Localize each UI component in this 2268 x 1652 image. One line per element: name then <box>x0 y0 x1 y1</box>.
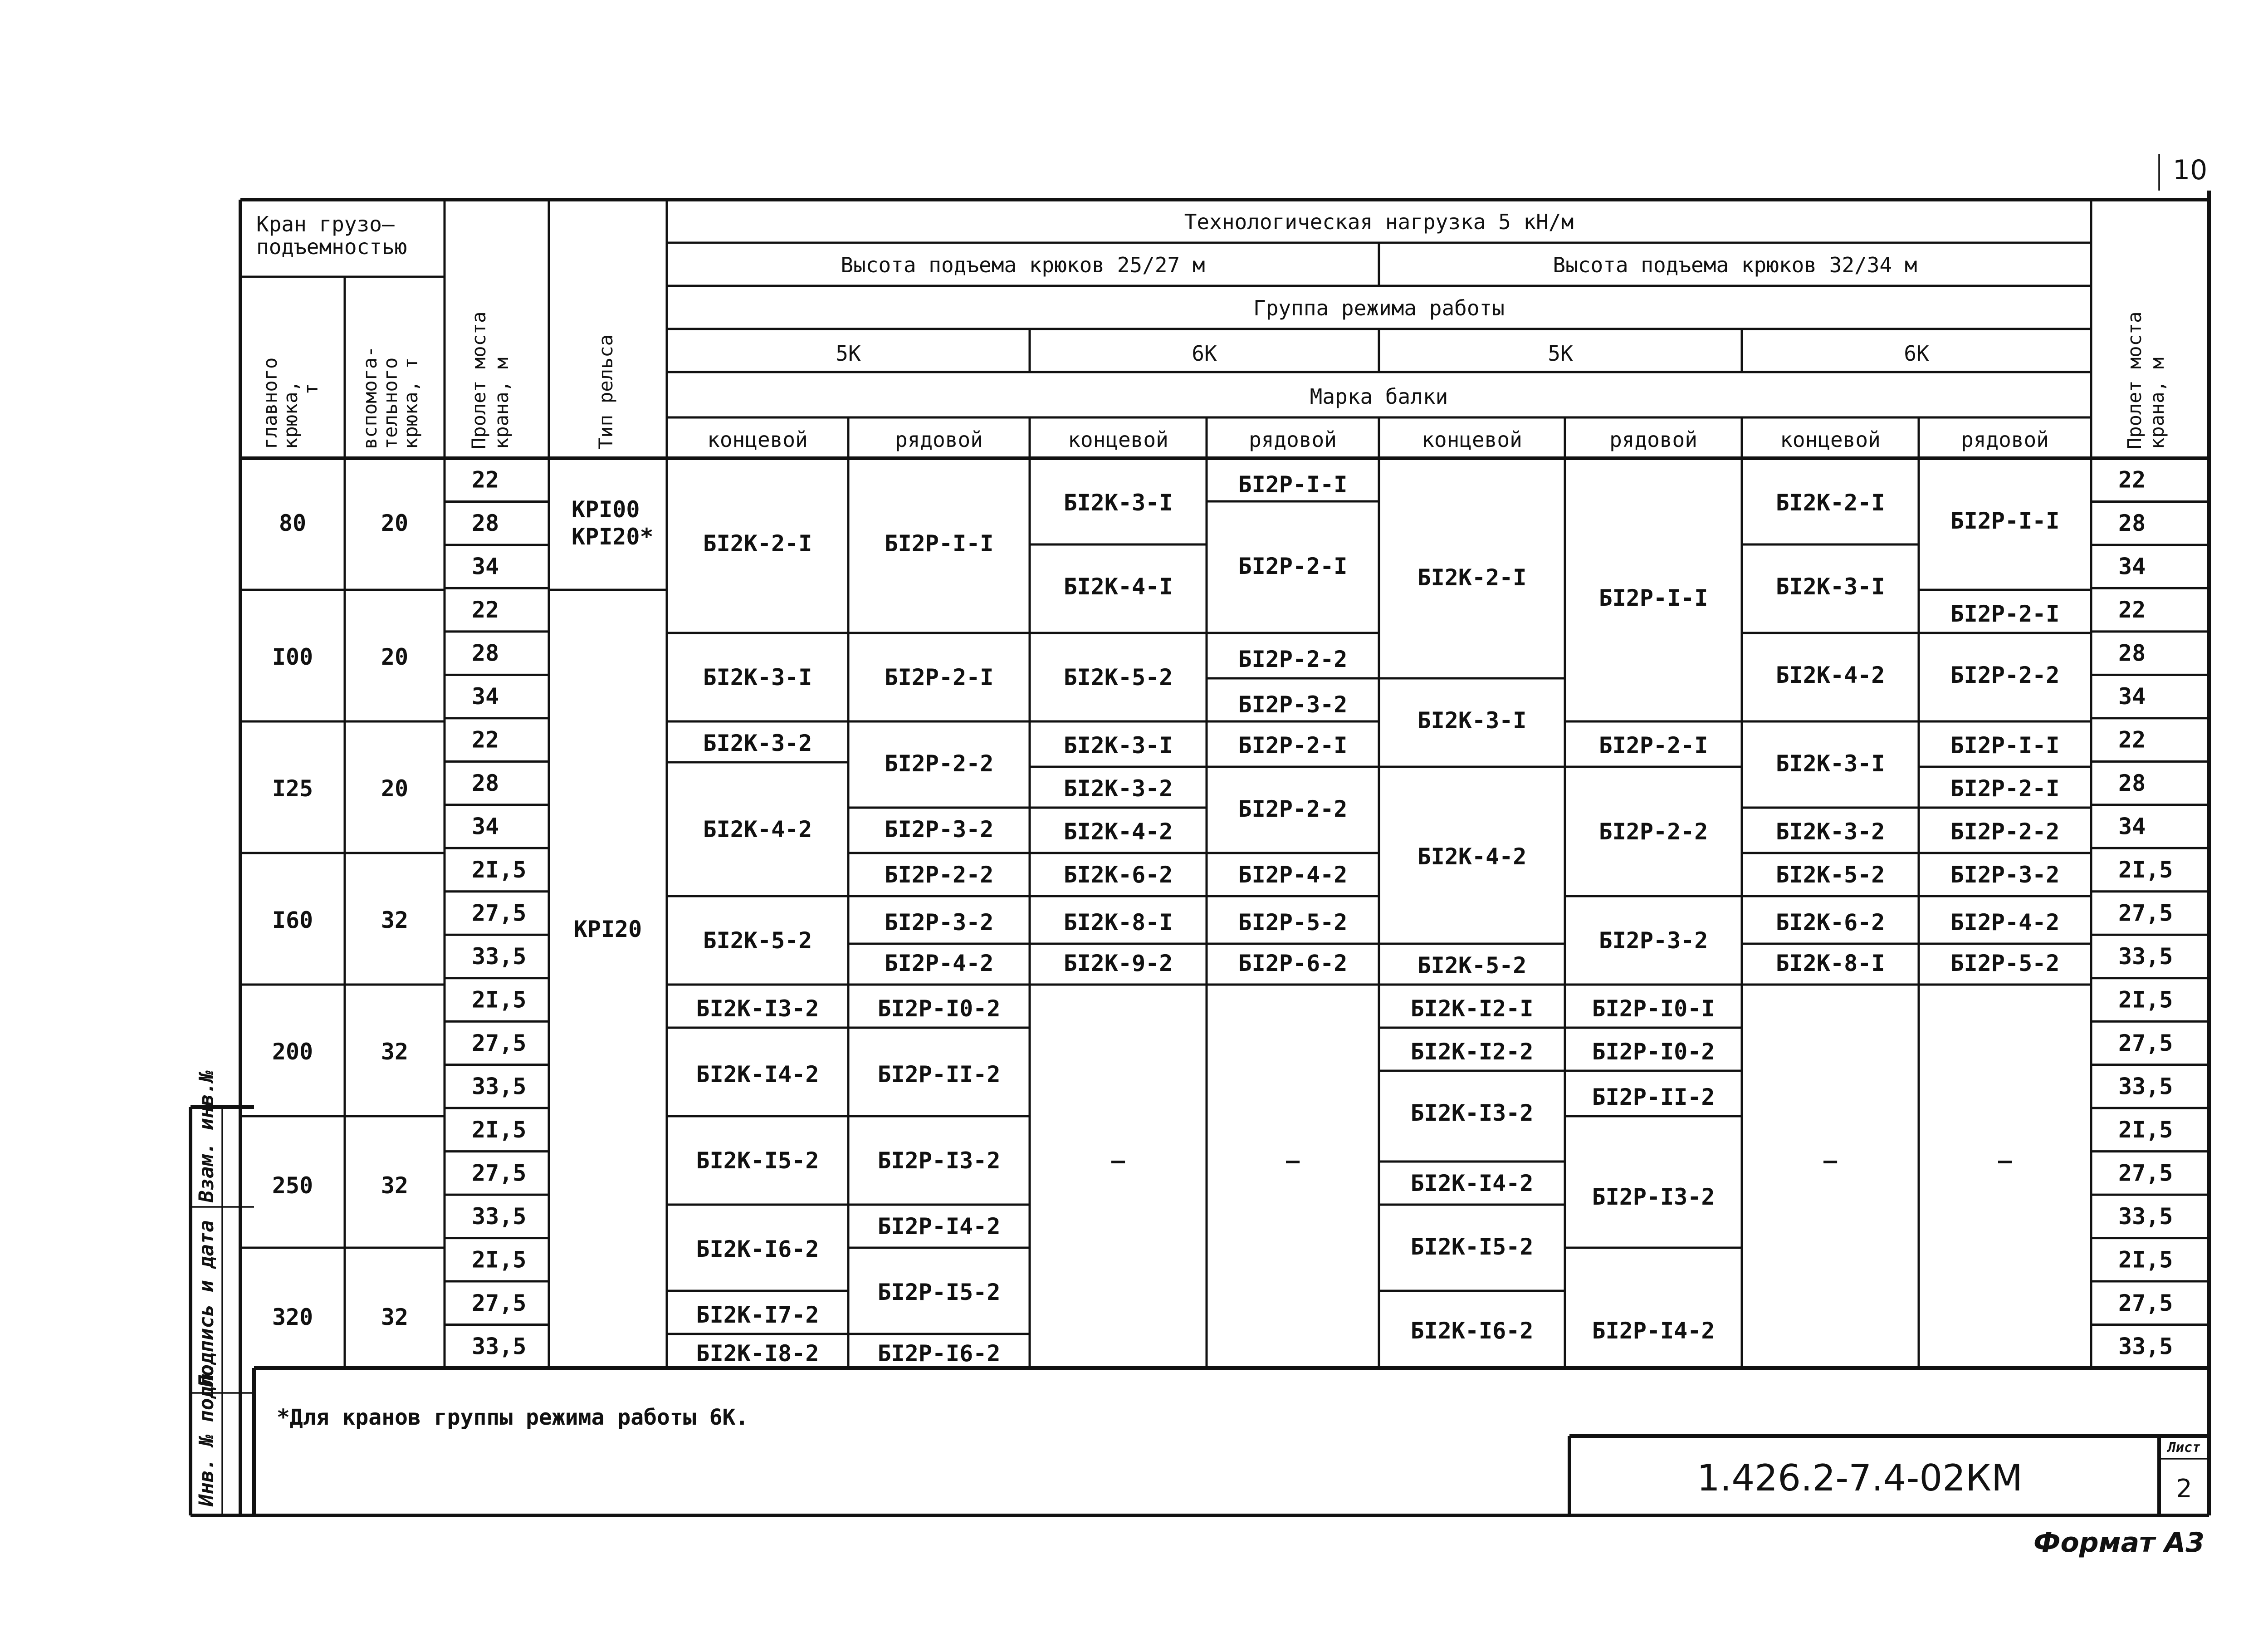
span-left-cell: 2I,5 <box>472 1116 527 1143</box>
mode-6k-a: 6К <box>1192 341 1217 366</box>
aux-hook-160: 32 <box>381 907 409 933</box>
aux-hook-80: 20 <box>381 510 409 536</box>
row-beam-d-cell: БI2Р-4-2 <box>1950 909 2060 936</box>
end-beam-c: концевой <box>1422 427 1522 452</box>
main-hook-160: I60 <box>272 907 313 933</box>
end-beam-d-cell: БI2К-2-I <box>1775 490 1885 516</box>
row-beam-c-cell: БI2Р-2-I <box>1598 732 1708 759</box>
end-beam-c-cell: БI2К-I5-2 <box>1410 1234 1534 1260</box>
end-beam-d-cell: БI2К-4-2 <box>1775 662 1885 688</box>
aux-hook-header-3: крюка, т <box>400 357 422 449</box>
row-beam-c-cell: БI2Р-3-2 <box>1598 927 1708 954</box>
row-beam-a-cell: БI2Р-I6-2 <box>877 1340 1001 1367</box>
rail-type-header: Тип рельса <box>595 334 617 449</box>
span-left-cell: 33,5 <box>472 1073 527 1100</box>
main-hook-header-2: крюка, <box>279 380 302 449</box>
span-left-cell: 2I,5 <box>472 1246 527 1273</box>
span-left-cell: 27,5 <box>472 1160 527 1186</box>
sheet-label: Лист <box>2167 1440 2201 1456</box>
end-beam-d-cell: БI2К-3-I <box>1775 750 1885 777</box>
span-right-cell: 22 <box>2118 466 2146 493</box>
end-beam-d-cell: БI2К-8-I <box>1775 950 1885 976</box>
mode-5k-a: 5К <box>836 341 861 366</box>
row-beam-a-cell: БI2Р-II-2 <box>877 1061 1001 1088</box>
main-hook-80: 80 <box>279 510 307 536</box>
main-hook-200: 200 <box>272 1039 313 1065</box>
row-beam-d-cell: БI2Р-2-2 <box>1950 662 2060 688</box>
end-beam-a-cell: БI2К-I8-2 <box>696 1340 819 1367</box>
row-beam-b-cell: БI2Р-3-2 <box>1238 691 1348 718</box>
end-beam-b-cell: БI2К-5-2 <box>1063 664 1173 691</box>
span-right-cell: 28 <box>2118 770 2146 797</box>
beam-mark-header: Марка балки <box>1310 384 1448 409</box>
sign-date-label: Подпись и дата <box>195 1220 218 1388</box>
row-beam-c-cell: БI2Р-I0-2 <box>1592 1039 1715 1065</box>
aux-hook-250: 32 <box>381 1172 409 1199</box>
mode-5k-b: 5К <box>1548 341 1573 366</box>
span-right-header: Пролет моста <box>2123 311 2146 449</box>
span-right-cell: 28 <box>2118 640 2146 667</box>
end-beam-b-cell: БI2К-3-2 <box>1063 775 1173 802</box>
empty-dash: — <box>1823 1147 1838 1174</box>
span-left-cell: 34 <box>472 813 499 840</box>
main-hook-header: главного <box>259 357 281 449</box>
end-beam-c-cell: БI2К-5-2 <box>1417 952 1527 979</box>
document-code: 1.426.2-7.4-02КМ <box>1697 1457 2023 1499</box>
end-beam-b-cell: БI2К-9-2 <box>1063 950 1173 976</box>
row-beam-a-cell: БI2Р-I4-2 <box>877 1213 1001 1240</box>
span-right-cell: 27,5 <box>2118 1160 2173 1186</box>
inv-replace-label: Взам. инв.№ <box>195 1070 218 1202</box>
span-right-cell: 33,5 <box>2118 1333 2173 1360</box>
span-right-cell: 27,5 <box>2118 1289 2173 1316</box>
end-beam-b-cell: БI2К-3-I <box>1063 490 1173 516</box>
row-beam-c-cell: БI2Р-I4-2 <box>1592 1318 1715 1344</box>
span-right-cell: 22 <box>2118 726 2146 753</box>
rail-kr120: КРI20 <box>573 916 642 942</box>
end-beam-a-cell: БI2К-2-I <box>703 530 812 557</box>
span-left-cell: 2I,5 <box>472 986 527 1013</box>
row-beam-b-cell: БI2Р-6-2 <box>1238 950 1348 976</box>
end-beam-d-cell: БI2К-3-2 <box>1775 819 1885 845</box>
end-beam-b-cell: БI2К-4-I <box>1063 574 1173 600</box>
span-right-cell: 2I,5 <box>2118 857 2173 883</box>
span-right-cell: 2I,5 <box>2118 986 2173 1013</box>
main-hook-250: 250 <box>272 1172 313 1199</box>
end-beam-c-cell: БI2К-4-2 <box>1417 843 1527 870</box>
span-right-cell: 34 <box>2118 553 2146 580</box>
end-beam-d: концевой <box>1780 427 1881 452</box>
end-beam-b-cell: БI2К-3-I <box>1063 732 1173 759</box>
end-beam-d-cell: БI2К-6-2 <box>1775 909 1885 936</box>
paper-format: Формат А3 <box>2033 1527 2204 1559</box>
row-beam-c-cell: БI2Р-II-2 <box>1592 1084 1715 1110</box>
row-beam-a-cell: БI2Р-4-2 <box>884 950 994 976</box>
aux-hook-100: 20 <box>381 644 409 670</box>
span-left-cell: 27,5 <box>472 900 527 926</box>
span-left-cell: 22 <box>472 597 499 623</box>
span-left-cell: 28 <box>472 770 499 797</box>
end-beam-b-cell: БI2К-6-2 <box>1063 862 1173 888</box>
row-beam-a-cell: БI2Р-3-2 <box>884 816 994 843</box>
empty-dash: — <box>1111 1147 1125 1174</box>
mode-group-header: Группа режима работы <box>1253 296 1505 320</box>
row-beam-b-cell: БI2Р-2-I <box>1238 553 1348 579</box>
row-beam-d-cell: БI2Р-I-I <box>1950 508 2060 534</box>
span-left-cell: 33,5 <box>472 1203 527 1230</box>
footnote: *Для кранов группы режима работы 6К. <box>277 1405 749 1430</box>
row-beam-a-cell: БI2Р-I0-2 <box>877 995 1001 1022</box>
row-beam-b-cell: БI2Р-2-2 <box>1238 796 1348 822</box>
end-beam-c-cell: БI2К-I2-2 <box>1410 1039 1534 1065</box>
span-right-header-2: крана, м <box>2146 357 2168 449</box>
span-left-cell: 28 <box>472 510 499 537</box>
row-beam-b-cell: БI2Р-I-I <box>1238 471 1348 498</box>
end-beam-d-cell: БI2К-5-2 <box>1775 862 1885 888</box>
row-beam-b-cell: БI2Р-2-2 <box>1238 646 1348 672</box>
row-beam-c-cell: БI2Р-I3-2 <box>1592 1184 1715 1210</box>
span-right-cell: 34 <box>2118 813 2146 840</box>
end-beam-a-cell: БI2К-I4-2 <box>696 1061 819 1088</box>
span-left-cell: 34 <box>472 683 499 710</box>
end-beam-c-cell: БI2К-I3-2 <box>1410 1100 1534 1126</box>
row-beam-c: рядовой <box>1609 427 1697 452</box>
row-beam-c-cell: БI2Р-I0-I <box>1592 995 1715 1022</box>
span-right-cell: 27,5 <box>2118 900 2173 926</box>
mode-6k-b: 6К <box>1904 341 1929 366</box>
end-beam-a-cell: БI2К-3-I <box>703 664 812 691</box>
end-beam-a: концевой <box>707 427 808 452</box>
aux-hook-200: 32 <box>381 1039 409 1065</box>
span-left-cell: 27,5 <box>472 1029 527 1056</box>
row-beam-d-cell: БI2Р-2-2 <box>1950 819 2060 845</box>
row-beam-c-cell: БI2Р-I-I <box>1598 585 1708 611</box>
crane-capacity-line1: Кран грузо– <box>256 212 395 236</box>
rail-kr100: КРI00 <box>572 496 640 523</box>
end-beam-a-cell: БI2К-4-2 <box>703 816 812 843</box>
span-left-cell: 22 <box>472 466 499 493</box>
row-beam-a: рядовой <box>895 427 983 452</box>
end-beam-b-cell: БI2К-8-I <box>1063 909 1173 936</box>
empty-dash: — <box>1998 1147 2012 1174</box>
span-right-cell: 22 <box>2118 597 2146 623</box>
load-header: Технологическая нагрузка 5 кН/м <box>1184 210 1574 234</box>
sheet-number: 2 <box>2176 1474 2192 1504</box>
height-header-1: Высота подъема крюков 25/27 м <box>841 253 1205 277</box>
span-left-cell: 33,5 <box>472 1333 527 1360</box>
height-header-2: Высота подъема крюков 32/34 м <box>1553 253 1917 277</box>
page-number: 10 <box>2173 154 2208 186</box>
row-beam-a-cell: БI2Р-3-2 <box>884 909 994 936</box>
span-right-cell: 33,5 <box>2118 1073 2173 1100</box>
end-beam-c-cell: БI2К-I6-2 <box>1410 1318 1534 1344</box>
end-beam-b: концевой <box>1068 427 1168 452</box>
span-right-cell: 34 <box>2118 683 2146 710</box>
row-beam-a-cell: БI2Р-I-I <box>884 530 994 557</box>
span-right-cell: 33,5 <box>2118 1203 2173 1230</box>
row-beam-b: рядовой <box>1249 427 1337 452</box>
row-beam-b-cell: БI2Р-5-2 <box>1238 909 1348 936</box>
rail-kr120-star: КРI20* <box>572 524 654 550</box>
row-beam-d: рядовой <box>1961 427 2049 452</box>
span-right-cell: 27,5 <box>2118 1029 2173 1056</box>
row-beam-d-cell: БI2Р-2-I <box>1950 601 2060 627</box>
span-left-cell: 33,5 <box>472 943 527 970</box>
row-beam-d-cell: БI2Р-3-2 <box>1950 862 2060 888</box>
main-hook-320: 320 <box>272 1304 313 1330</box>
end-beam-a-cell: БI2К-5-2 <box>703 927 812 954</box>
row-beam-d-cell: БI2Р-2-I <box>1950 775 2060 802</box>
end-beam-c-cell: БI2К-2-I <box>1417 564 1527 591</box>
row-beam-b-cell: БI2Р-4-2 <box>1238 862 1348 888</box>
span-right-cell: 2I,5 <box>2118 1246 2173 1273</box>
aux-hook-320: 32 <box>381 1304 409 1330</box>
main-hook-100: I00 <box>272 644 313 670</box>
end-beam-a-cell: БI2К-I7-2 <box>696 1302 819 1328</box>
main-hook-125: I25 <box>272 775 313 802</box>
end-beam-c-cell: БI2К-I2-I <box>1410 995 1534 1022</box>
row-beam-c-cell: БI2Р-2-2 <box>1598 819 1708 845</box>
end-beam-b-cell: БI2К-4-2 <box>1063 819 1173 845</box>
end-beam-a-cell: БI2К-3-2 <box>703 730 812 756</box>
end-beam-a-cell: БI2К-I3-2 <box>696 995 819 1022</box>
aux-hook-header: вспомога- <box>359 346 381 449</box>
end-beam-a-cell: БI2К-I6-2 <box>696 1236 819 1262</box>
row-beam-d-cell: БI2Р-I-I <box>1950 732 2060 759</box>
span-right-cell: 33,5 <box>2118 943 2173 970</box>
row-beam-a-cell: БI2Р-2-2 <box>884 750 994 777</box>
span-left-cell: 2I,5 <box>472 857 527 883</box>
row-beam-a-cell: БI2Р-2-I <box>884 664 994 691</box>
end-beam-a-cell: БI2К-I5-2 <box>696 1147 819 1174</box>
aux-hook-125: 20 <box>381 775 409 802</box>
span-left-cell: 22 <box>472 726 499 753</box>
crane-capacity-line2: подъемностью <box>256 235 407 259</box>
end-beam-d-cell: БI2К-3-I <box>1775 574 1885 600</box>
end-beam-c-cell: БI2К-I4-2 <box>1410 1170 1534 1196</box>
span-left-cell: 34 <box>472 553 499 580</box>
span-right-cell: 28 <box>2118 510 2146 537</box>
main-hook-header-3: т <box>300 383 322 395</box>
inv-original-label: Инв. № подл. <box>195 1362 218 1506</box>
row-beam-a-cell: БI2Р-2-2 <box>884 862 994 888</box>
empty-dash: — <box>1286 1147 1300 1174</box>
row-beam-a-cell: БI2Р-I3-2 <box>877 1147 1001 1174</box>
span-right-cell: 2I,5 <box>2118 1116 2173 1143</box>
span-header-2: крана, м <box>490 357 513 449</box>
row-beam-b-cell: БI2Р-2-I <box>1238 732 1348 759</box>
end-beam-c-cell: БI2К-3-I <box>1417 707 1527 734</box>
aux-hook-header-2: тельного <box>379 357 401 449</box>
row-beam-d-cell: БI2Р-5-2 <box>1950 950 2060 976</box>
span-header: Пролет моста <box>468 311 490 449</box>
row-beam-a-cell: БI2Р-I5-2 <box>877 1279 1001 1305</box>
span-left-cell: 28 <box>472 640 499 667</box>
span-left-cell: 27,5 <box>472 1289 527 1316</box>
